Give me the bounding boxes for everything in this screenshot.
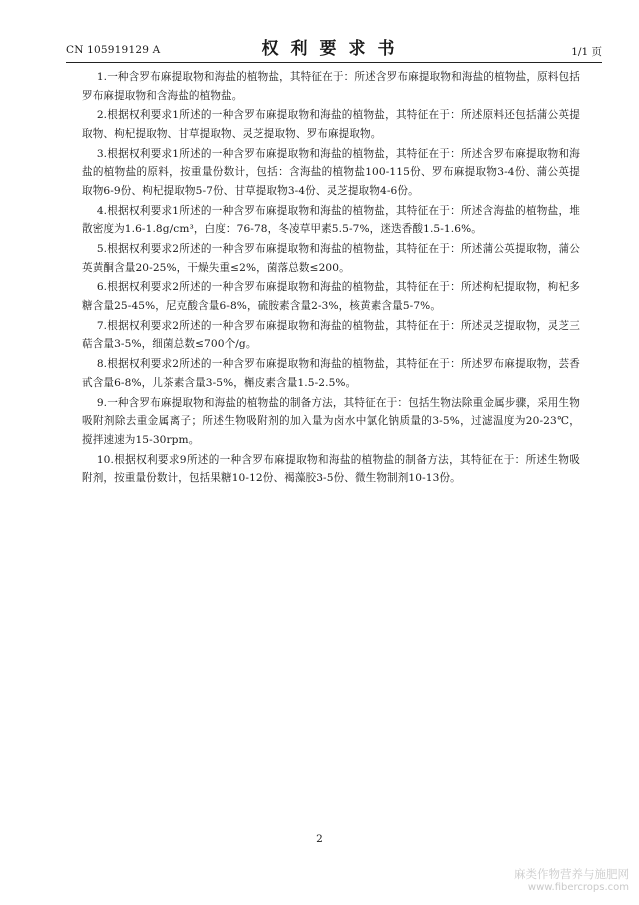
claim-3: 3.根据权利要求1所述的一种含罗布麻提取物和海盐的植物盐，其特征在于：所述含罗布麻提取物和海盐的植物盐的原料，按重量份数计，包括：含海盐的植物盐100-115份、罗布麻提取物3-4份、蒲公英提取物6-9份、枸杞提取物5-7份、甘草提取物3-4份、灵芝提取物4-6份。 [82, 147, 580, 197]
site-watermark [499, 868, 629, 894]
claim-7: 7.根据权利要求2所述的一种含罗布麻提取物和海盐的植物盐，其特征在于：所述灵芝提取物，灵芝三萜含量3-5%，细菌总数≤700个/g。 [82, 319, 580, 351]
page-header [66, 34, 602, 63]
watermark-site-name: 麻类作物营养与施肥网 [514, 867, 629, 881]
claim-9: 9.一种含罗布麻提取物和海盐的植物盐的制备方法，其特征在于：包括生物法除重金属步骤，采用生物吸附剂除去重金属离子；所述生物吸附剂的加入量为卤水中氯化钠质量的3-5%，过滤温度为20-23℃，搅拌速速为15-30rpm。 [82, 396, 580, 446]
document-title: 权利要求书 [261, 39, 407, 59]
claim-2: 2.根据权利要求1所述的一种含罗布麻提取物和海盐的植物盐，其特征在于：所述原料还包括蒲公英提取物、枸杞提取物、甘草提取物、灵芝提取物、罗布麻提取物。 [82, 109, 580, 140]
claim-10: 10.根据权利要求9所述的一种含罗布麻提取物和海盐的植物盐的制备方法，其特征在于：所述生物吸附剂，按重量份数计，包括果糖10-12份、褐藻胶3-5份、微生物制剂10-13份。 [82, 453, 580, 485]
document-number: CN 105919129 A [66, 44, 161, 56]
page-indicator: 1/1 页 [571, 46, 602, 58]
page-number: 2 [316, 833, 323, 845]
claim-8: 8.根据权利要求2所述的一种含罗布麻提取物和海盐的植物盐，其特征在于：所述罗布麻提取物，芸香甙含量6-8%，儿茶素含量3-5%，槲皮素含量1.5-2.5%。 [82, 358, 580, 389]
claim-1: 1.一种含罗布麻提取物和海盐的植物盐，其特征在于：所述含罗布麻提取物和海盐的植物盐，原料包括罗布麻提取物和含海盐的植物盐。 [82, 71, 580, 102]
claim-5: 5.根据权利要求2所述的一种含罗布麻提取物和海盐的植物盐，其特征在于：所述蒲公英提取物，蒲公英黄酮含量20-25%，干燥失重≤2%，菌落总数≤200。 [82, 243, 580, 274]
claim-4: 4.根据权利要求1所述的一种含罗布麻提取物和海盐的植物盐，其特征在于：所述含海盐的植物盐，堆散密度为1.6-1.8g/cm³，白度：76-78，冬凌草甲素5.5-7%，迷迭香酸1.5-1.6%。 [82, 204, 580, 236]
claim-6: 6.根据权利要求2所述的一种含罗布麻提取物和海盐的植物盐，其特征在于：所述枸杞提取物，枸杞多糖含量25-45%，尼克酸含量6-8%，硫胺素含量2-3%，核黄素含量5-7%。 [82, 281, 580, 313]
claims-list [82, 68, 580, 489]
watermark-url: www.fibercrops.com [527, 882, 629, 893]
